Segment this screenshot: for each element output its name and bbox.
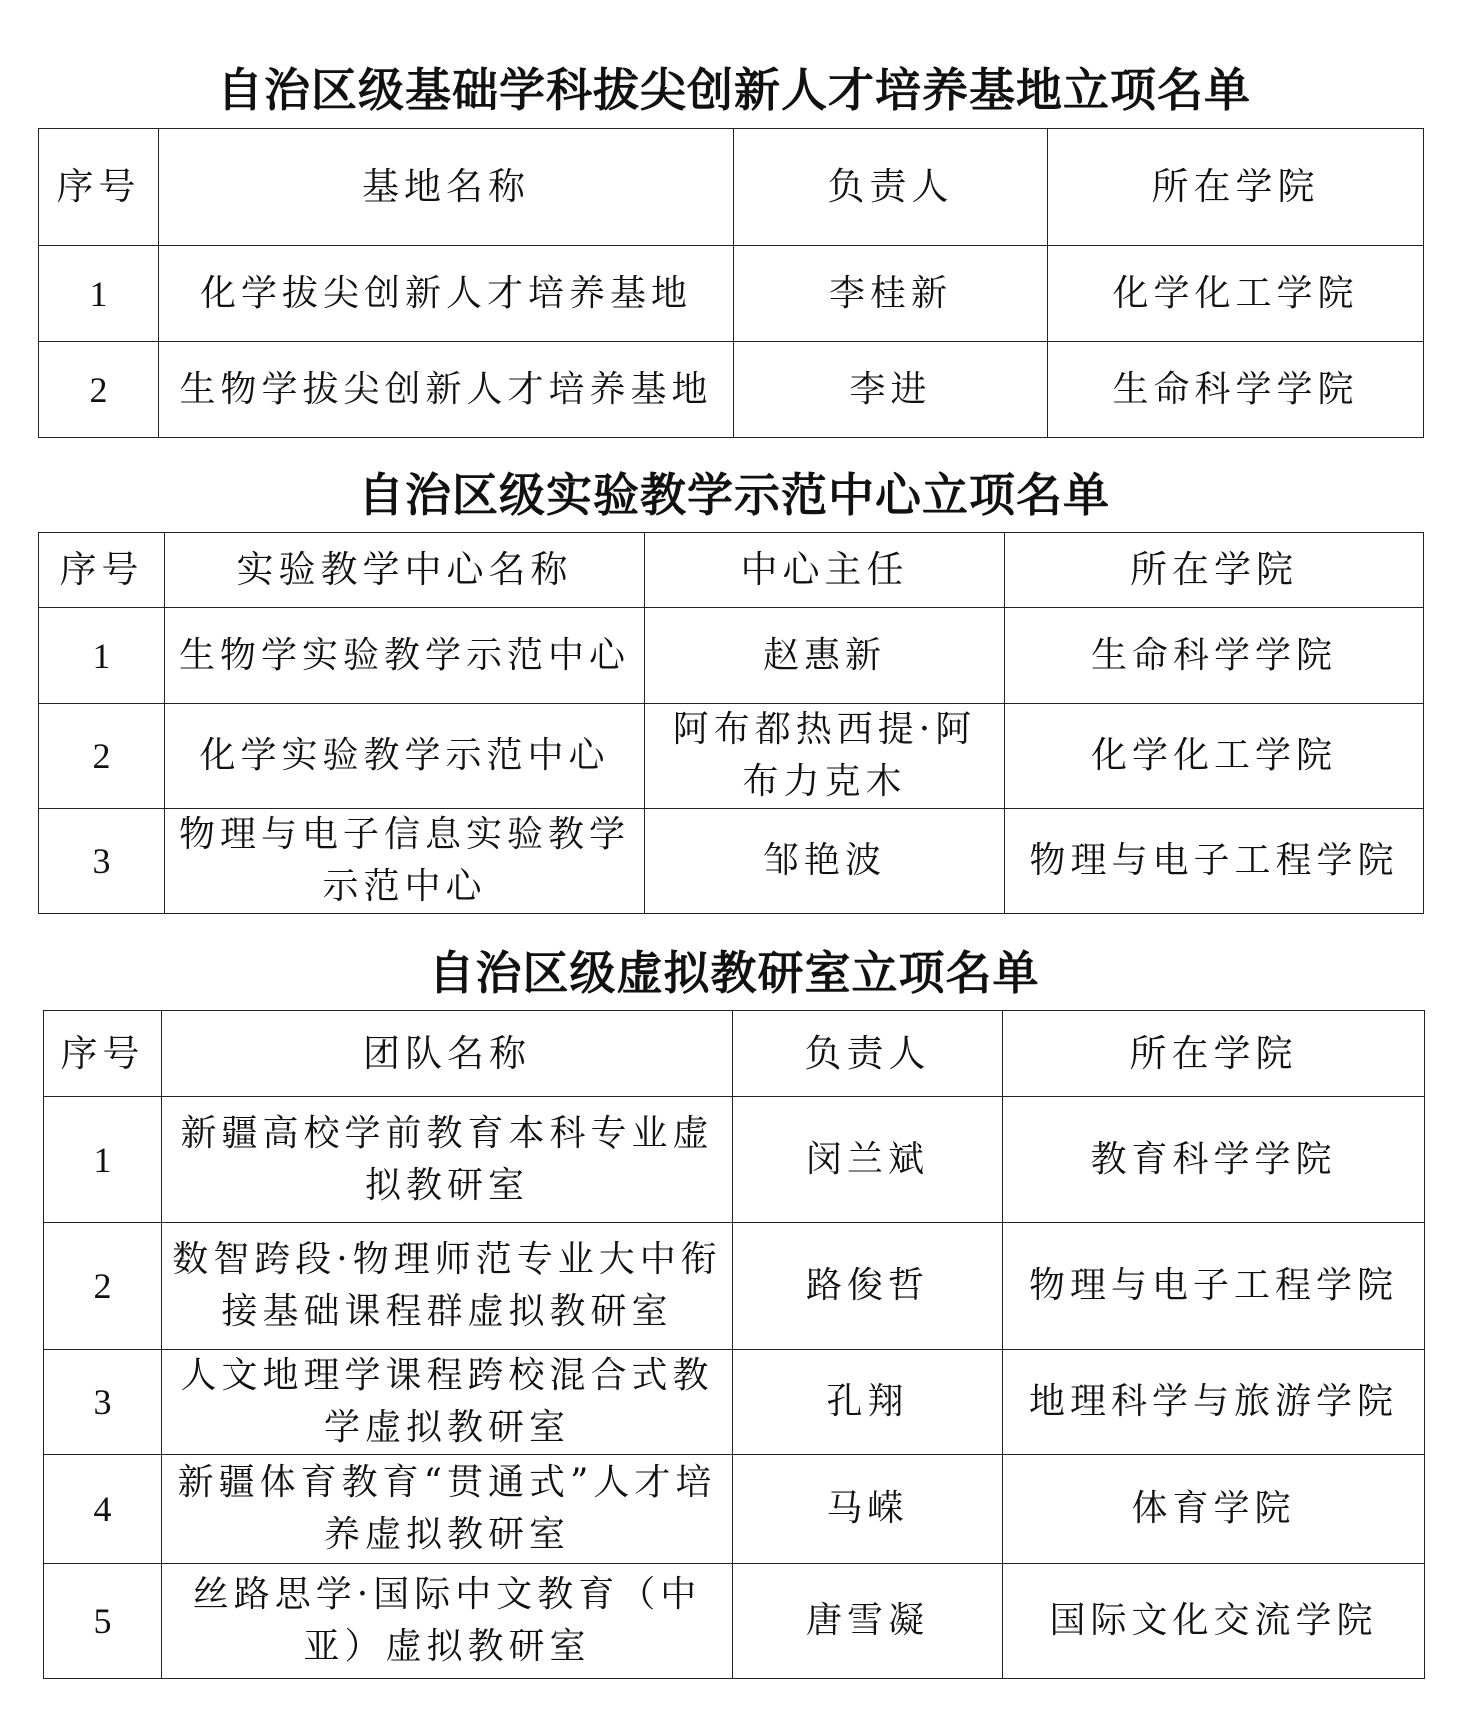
row-number: 5 — [44, 1564, 162, 1679]
table-row — [39, 246, 1424, 342]
college-name: 生命科学学院 — [1005, 608, 1424, 704]
table-row — [44, 1223, 1425, 1350]
table-row — [39, 704, 1424, 809]
center-name: 物理与电子信息实验教学示范中心 — [165, 809, 645, 914]
college-name: 物理与电子工程学院 — [1005, 809, 1424, 914]
leader-name: 马嵘 — [733, 1455, 1003, 1564]
section1-title: 自治区级基础学科拔尖创新人才培养基地立项名单 — [217, 63, 1251, 117]
table-row — [44, 1350, 1425, 1455]
team-name: 数智跨段·物理师范专业大中衔接基础课程群虚拟教研室 — [162, 1223, 733, 1350]
row-number: 2 — [39, 704, 165, 809]
college-name: 体育学院 — [1003, 1455, 1425, 1564]
college-name: 物理与电子工程学院 — [1003, 1223, 1425, 1350]
header-cell: 序号 — [44, 1011, 162, 1097]
section3-title: 自治区级虚拟教研室立项名单 — [428, 946, 1040, 1000]
row-number: 1 — [39, 608, 165, 704]
header-cell: 负责人 — [734, 129, 1048, 246]
leader-name: 路俊哲 — [733, 1223, 1003, 1350]
header-cell: 基地名称 — [159, 129, 734, 246]
header-cell: 实验教学中心名称 — [165, 533, 645, 608]
director-name: 赵惠新 — [645, 608, 1005, 704]
team-name: 新疆高校学前教育本科专业虚拟教研室 — [162, 1097, 733, 1223]
lab-center-table — [38, 532, 1424, 914]
header-cell: 团队名称 — [162, 1011, 733, 1097]
college-name: 国际文化交流学院 — [1003, 1564, 1425, 1679]
team-name: 丝路思学·国际中文教育（中亚）虚拟教研室 — [162, 1564, 733, 1679]
table-row — [44, 1564, 1425, 1679]
center-name: 生物学实验教学示范中心 — [165, 608, 645, 704]
table-header-row — [44, 1011, 1425, 1097]
virtual-office-table — [43, 1010, 1425, 1679]
director-name: 阿布都热西提·阿布力克木 — [645, 704, 1005, 809]
director-name: 邹艳波 — [645, 809, 1005, 914]
college-name: 化学化工学院 — [1005, 704, 1424, 809]
row-number: 1 — [44, 1097, 162, 1223]
table-row — [39, 809, 1424, 914]
table-header-row — [39, 129, 1424, 246]
row-number: 4 — [44, 1455, 162, 1564]
college-name: 地理科学与旅游学院 — [1003, 1350, 1425, 1455]
center-name: 化学实验教学示范中心 — [165, 704, 645, 809]
table-row — [39, 342, 1424, 438]
table-row — [44, 1455, 1425, 1564]
header-cell: 序号 — [39, 533, 165, 608]
row-number: 3 — [44, 1350, 162, 1455]
leader-name: 唐雪凝 — [733, 1564, 1003, 1679]
row-number: 2 — [39, 342, 159, 438]
row-number: 2 — [44, 1223, 162, 1350]
leader-name: 闵兰斌 — [733, 1097, 1003, 1223]
table-row — [44, 1097, 1425, 1223]
base-name: 生物学拔尖创新人才培养基地 — [159, 342, 734, 438]
leader-name: 孔翔 — [733, 1350, 1003, 1455]
table-row — [39, 608, 1424, 704]
header-cell: 所在学院 — [1048, 129, 1424, 246]
header-cell: 负责人 — [733, 1011, 1003, 1097]
header-cell: 所在学院 — [1005, 533, 1424, 608]
base-list-table — [38, 128, 1424, 438]
header-cell: 序号 — [39, 129, 159, 246]
college-name: 教育科学学院 — [1003, 1097, 1425, 1223]
leader-name: 李桂新 — [734, 246, 1048, 342]
base-name: 化学拔尖创新人才培养基地 — [159, 246, 734, 342]
row-number: 1 — [39, 246, 159, 342]
header-cell: 中心主任 — [645, 533, 1005, 608]
college-name: 化学化工学院 — [1048, 246, 1424, 342]
team-name: 人文地理学课程跨校混合式教学虚拟教研室 — [162, 1350, 733, 1455]
header-cell: 所在学院 — [1003, 1011, 1425, 1097]
leader-name: 李进 — [734, 342, 1048, 438]
table-header-row — [39, 533, 1424, 608]
college-name: 生命科学学院 — [1048, 342, 1424, 438]
section2-title: 自治区级实验教学示范中心立项名单 — [358, 468, 1110, 522]
team-name: 新疆体育教育“贯通式”人才培养虚拟教研室 — [162, 1455, 733, 1564]
row-number: 3 — [39, 809, 165, 914]
